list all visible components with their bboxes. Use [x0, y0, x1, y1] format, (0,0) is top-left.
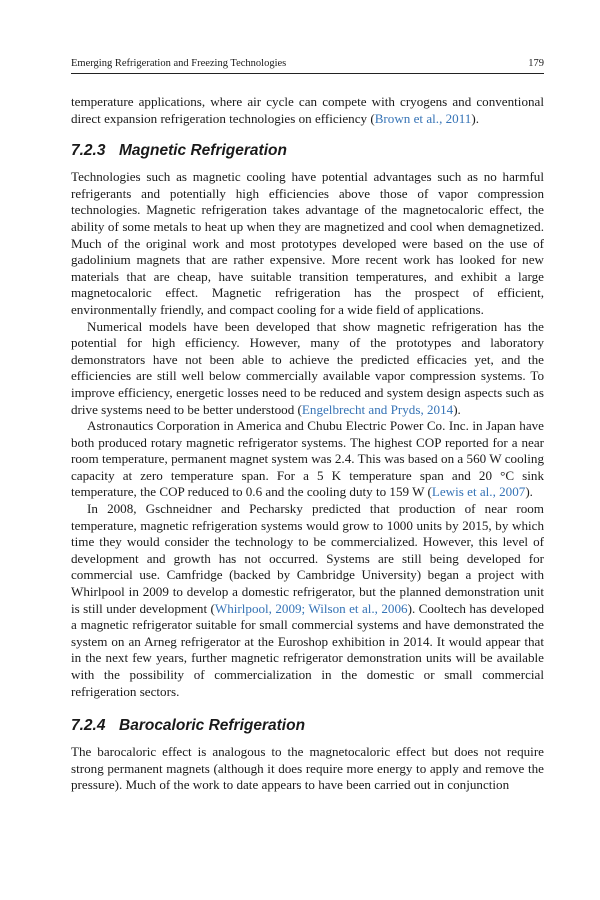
- paragraph: Astronautics Corporation in America and Chubu Electric Power Co. Inc. in Japan have both produced rotary magnetic refrigerator systems. The highest COP reported for a near room temperature, permanent magnet system was 2.4. This was based on a 560 W cooling capacity at zero temperature span. For a 5 K temperature span and 20 °C sink temperature, the COP reduced to 0.6 and the cooling duty to 159 W (Lewis et al., 2007).: [71, 418, 544, 500]
- running-title: Emerging Refrigeration and Freezing Technologies: [71, 58, 287, 69]
- section-number: 7.2.3: [71, 142, 106, 160]
- citation-link[interactable]: Brown et al., 2011: [374, 110, 472, 126]
- citation-link[interactable]: Whirlpool, 2009; Wilson et al., 2006: [214, 600, 408, 616]
- paragraph: Numerical models have been developed that show magnetic refrigeration has the potential for high efficiency. However, many of the prototypes and laboratory demonstrators have not been able to achieve the predicted efficacies yet, and the efficiencies are still well below commercially available vapor compression systems. To improve efficiency, energetic losses need to be reduced and system design aspects such as drive systems need to be better understood (Engelbrecht and Pryds, 2014).: [71, 318, 544, 417]
- section-heading-magnetic: [71, 141, 544, 161]
- section-title: Magnetic Refrigeration: [119, 142, 287, 160]
- paragraph: In 2008, Gschneidner and Pecharsky predicted that production of near room temperature, magnetic refrigeration systems would grow to 1000 units by 2015, by which time they would consider the technology to be commercialized. However, this level of development and growth has not occurred. Systems are still being developed for commercial use. Camfridge (backed by Cambridge University) began a project with Whirlpool in 2009 to develop a domestic refrigerator, but the planned demonstration unit is still under development (Whirlpool, 2009; Wilson et al., 2006). Cooltech has developed a magnetic refrigerator suitable for small commercial systems and have demonstrated the system on an Arneg refrigerator at the Euroshop exhibition in 2014. It would appear that in the next few years, further magnetic refrigerator demonstration units will be available with the possibility of commercialization in the domestic or small commercial refrigeration sectors.: [71, 501, 545, 699]
- paragraph: The barocaloric effect is analogous to the magnetocaloric effect but does not require strong permanent magnets (although it does require more energy to apply and remove the pressure). Much of the work to date appears to have been carried out in conjunction: [71, 744, 544, 793]
- section-heading-barocaloric: [71, 716, 544, 736]
- paragraph: Technologies such as magnetic cooling have potential advantages such as no harmful refrigerants and potentially high efficiencies above those of vapor compression technologies. Magnetic refrigeration takes advantage of the magnetocaloric effect, the ability of some metals to heat up when they are magnetized and cool when demagnetized. Much of the original work and most prototypes developed were based on the use of gadolinium magnets that are rather expensive. More recent work has looked for new materials that are cheap, have suitable transition temperatures, and exhibit a large magnetocaloric effect. Magnetic refrigeration has the prospect of efficient, environmentally friendly, and compact cooling for a wide field of applications.: [71, 169, 544, 317]
- body-text: [71, 94, 544, 794]
- citation-link[interactable]: Engelbrecht and Pryds, 2014: [301, 401, 454, 417]
- section-title: Barocaloric Refrigeration: [119, 717, 306, 735]
- running-header: [71, 57, 544, 74]
- citation-link[interactable]: Lewis et al., 2007: [431, 484, 526, 500]
- intro-paragraph: temperature applications, where air cycle can compete with cryogens and conventional direct expansion refrigeration technologies on efficiency (Brown et al., 2011).: [71, 94, 544, 126]
- section-number: 7.2.4: [71, 717, 106, 735]
- page-number: 179: [528, 58, 544, 69]
